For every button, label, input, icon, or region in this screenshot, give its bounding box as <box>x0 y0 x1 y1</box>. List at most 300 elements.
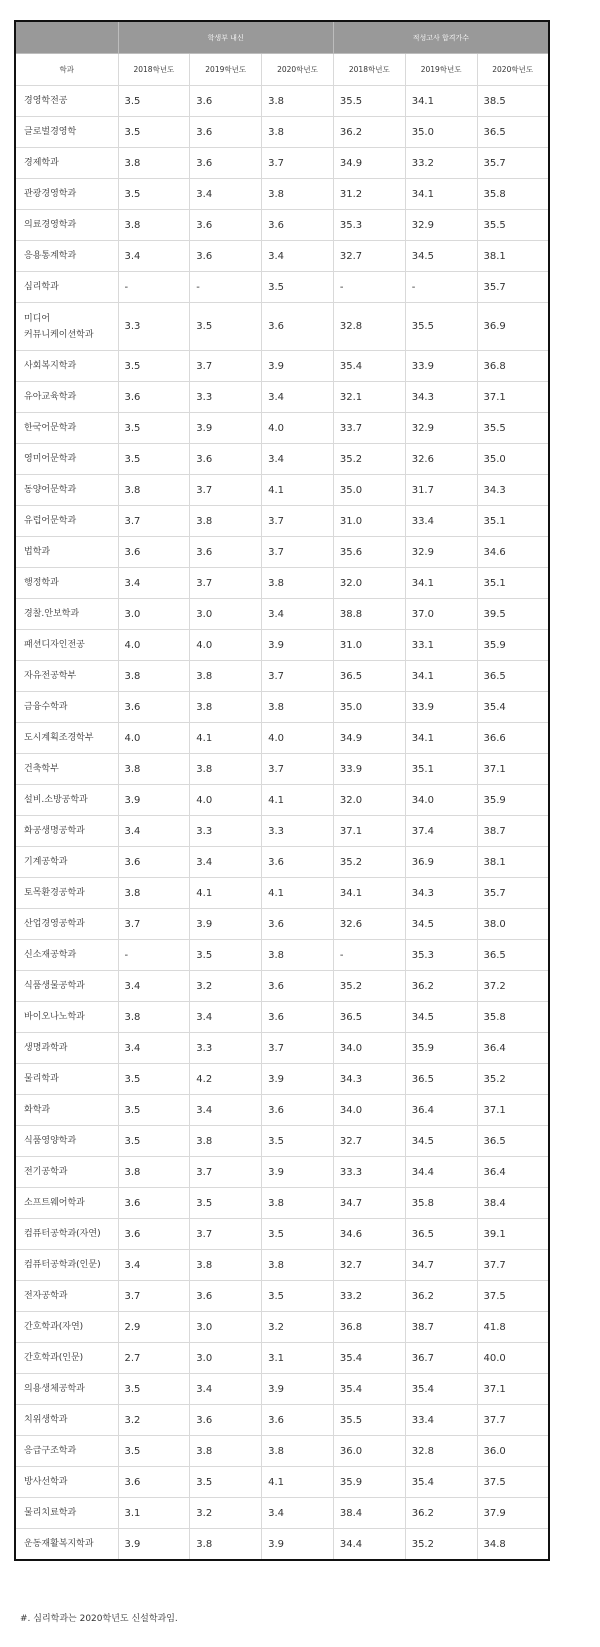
value-cell: 38.4 <box>477 1188 549 1219</box>
table-row <box>15 117 549 148</box>
value-cell: 3.9 <box>262 351 334 382</box>
dept-cell: 생명과학과 <box>15 1033 118 1064</box>
value-cell: 3.9 <box>262 1064 334 1095</box>
dept-cell: 식품영양학과 <box>15 1126 118 1157</box>
dept-cell: 화학과 <box>15 1095 118 1126</box>
value-cell: 3.6 <box>118 1219 190 1250</box>
value-cell: 34.5 <box>405 1002 477 1033</box>
value-cell: 36.2 <box>405 971 477 1002</box>
value-cell: 35.8 <box>405 1188 477 1219</box>
value-cell: 34.1 <box>405 723 477 754</box>
value-cell: 3.8 <box>118 754 190 785</box>
value-cell: 3.0 <box>190 1343 262 1374</box>
table-row <box>15 599 549 630</box>
value-cell: 37.5 <box>477 1467 549 1498</box>
dept-cell: 전자공학과 <box>15 1281 118 1312</box>
table-row <box>15 568 549 599</box>
table-row <box>15 1064 549 1095</box>
value-cell: 3.8 <box>190 1529 262 1561</box>
dept-cell: 컴퓨터공학과(자연) <box>15 1219 118 1250</box>
value-cell: 3.8 <box>118 661 190 692</box>
dept-cell: 컴퓨터공학과(인문) <box>15 1250 118 1281</box>
value-cell: 3.6 <box>118 382 190 413</box>
value-cell: 32.0 <box>333 568 405 599</box>
dept-cell: 미디어 커뮤니케이션학과 <box>15 303 118 351</box>
value-cell: 34.3 <box>405 382 477 413</box>
value-cell: 37.1 <box>333 816 405 847</box>
value-cell: 4.0 <box>190 630 262 661</box>
value-cell: 3.8 <box>118 210 190 241</box>
value-cell: 35.3 <box>333 210 405 241</box>
value-cell: 3.6 <box>118 847 190 878</box>
value-cell: 3.5 <box>190 1467 262 1498</box>
value-cell: 3.7 <box>118 909 190 940</box>
table-row <box>15 1281 549 1312</box>
value-cell: 35.1 <box>477 506 549 537</box>
dept-cell: 자유전공학부 <box>15 661 118 692</box>
table-row <box>15 661 549 692</box>
value-cell: 34.4 <box>333 1529 405 1561</box>
table-row <box>15 413 549 444</box>
value-cell: 3.6 <box>190 241 262 272</box>
value-cell: 38.4 <box>333 1498 405 1529</box>
value-cell: 31.2 <box>333 179 405 210</box>
value-cell: 3.8 <box>262 692 334 723</box>
table-row <box>15 1002 549 1033</box>
value-cell: 4.1 <box>190 878 262 909</box>
value-cell: 3.8 <box>190 1436 262 1467</box>
value-cell: 3.5 <box>118 1126 190 1157</box>
value-cell: 34.0 <box>333 1033 405 1064</box>
value-cell: 3.4 <box>262 1498 334 1529</box>
value-cell: 36.9 <box>405 847 477 878</box>
value-cell: 3.4 <box>118 568 190 599</box>
footnote: #. 심리학과는 2020학년도 신설학과임. <box>20 1614 178 1624</box>
dept-cell: 영미어문학과 <box>15 444 118 475</box>
value-cell: 3.6 <box>262 1405 334 1436</box>
value-cell: 3.8 <box>262 86 334 117</box>
dept-cell: 한국어문학과 <box>15 413 118 444</box>
value-cell: 35.5 <box>477 413 549 444</box>
value-cell: 36.5 <box>477 661 549 692</box>
value-cell: 35.5 <box>333 1405 405 1436</box>
group-header-empty <box>15 21 118 54</box>
table-row <box>15 148 549 179</box>
value-cell: 4.0 <box>118 723 190 754</box>
table-body <box>15 86 549 1561</box>
table-row <box>15 1343 549 1374</box>
value-cell: 33.9 <box>405 351 477 382</box>
year-header: 2018학년도 <box>333 54 405 86</box>
value-cell: 3.6 <box>190 444 262 475</box>
table-row <box>15 630 549 661</box>
dept-cell: 관광경영학과 <box>15 179 118 210</box>
value-cell: 35.4 <box>333 351 405 382</box>
dept-cell: 치위생학과 <box>15 1405 118 1436</box>
dept-cell: 패션디자인전공 <box>15 630 118 661</box>
value-cell: 3.8 <box>118 1002 190 1033</box>
value-cell: 32.9 <box>405 413 477 444</box>
value-cell: 32.1 <box>333 382 405 413</box>
table-row <box>15 723 549 754</box>
value-cell: 3.7 <box>190 1219 262 1250</box>
value-cell: 37.5 <box>477 1281 549 1312</box>
dept-cell: 바이오나노학과 <box>15 1002 118 1033</box>
table-row <box>15 241 549 272</box>
value-cell: 3.9 <box>118 785 190 816</box>
dept-cell: 기계공학과 <box>15 847 118 878</box>
value-cell: 36.5 <box>333 661 405 692</box>
value-cell: 3.4 <box>190 179 262 210</box>
value-cell: 36.9 <box>477 303 549 351</box>
dept-cell: 간호학과(자연) <box>15 1312 118 1343</box>
dept-cell: 도시계획조경학부 <box>15 723 118 754</box>
value-cell: 39.1 <box>477 1219 549 1250</box>
table-row <box>15 971 549 1002</box>
value-cell: 3.9 <box>262 1374 334 1405</box>
value-cell: 3.8 <box>118 148 190 179</box>
table-row <box>15 86 549 117</box>
dept-cell: 행정학과 <box>15 568 118 599</box>
value-cell: 35.4 <box>405 1467 477 1498</box>
dept-cell: 동양어문학과 <box>15 475 118 506</box>
value-cell: 38.5 <box>477 86 549 117</box>
dept-cell: 경영학전공 <box>15 86 118 117</box>
value-cell: 3.5 <box>262 272 334 303</box>
value-cell: 3.4 <box>118 1033 190 1064</box>
value-cell: - <box>405 272 477 303</box>
value-cell: 4.0 <box>262 723 334 754</box>
value-cell: 37.7 <box>477 1405 549 1436</box>
value-cell: 39.5 <box>477 599 549 630</box>
table-row <box>15 1312 549 1343</box>
value-cell: 35.9 <box>405 1033 477 1064</box>
value-cell: 3.6 <box>118 1188 190 1219</box>
table-row <box>15 1529 549 1561</box>
value-cell: 4.1 <box>190 723 262 754</box>
value-cell: 3.6 <box>262 847 334 878</box>
value-cell: 3.4 <box>262 241 334 272</box>
value-cell: 3.9 <box>190 909 262 940</box>
value-cell: 33.4 <box>405 1405 477 1436</box>
table-row <box>15 179 549 210</box>
value-cell: 37.1 <box>477 754 549 785</box>
value-cell: 4.1 <box>262 878 334 909</box>
dept-cell: 신소재공학과 <box>15 940 118 971</box>
value-cell: 3.6 <box>190 210 262 241</box>
value-cell: 35.2 <box>333 971 405 1002</box>
value-cell: 3.5 <box>118 1064 190 1095</box>
value-cell: 3.0 <box>190 599 262 630</box>
value-cell: 3.5 <box>118 351 190 382</box>
value-cell: 3.4 <box>190 1374 262 1405</box>
value-cell: 31.0 <box>333 630 405 661</box>
value-cell: 35.9 <box>477 785 549 816</box>
value-cell: 3.7 <box>118 1281 190 1312</box>
value-cell: 35.2 <box>477 1064 549 1095</box>
value-cell: 3.1 <box>118 1498 190 1529</box>
value-cell: 34.0 <box>405 785 477 816</box>
value-cell: 35.0 <box>333 692 405 723</box>
value-cell: 35.4 <box>405 1374 477 1405</box>
value-cell: 4.0 <box>118 630 190 661</box>
value-cell: 36.0 <box>477 1436 549 1467</box>
dept-cell: 사회복지학과 <box>15 351 118 382</box>
value-cell: 35.7 <box>477 148 549 179</box>
value-cell: 3.3 <box>118 303 190 351</box>
value-cell: 3.8 <box>262 179 334 210</box>
value-cell: 34.7 <box>405 1250 477 1281</box>
value-cell: 3.6 <box>262 909 334 940</box>
value-cell: 33.9 <box>405 692 477 723</box>
value-cell: 34.1 <box>405 179 477 210</box>
value-cell: 3.7 <box>262 506 334 537</box>
value-cell: 3.2 <box>190 971 262 1002</box>
value-cell: 34.8 <box>477 1529 549 1561</box>
value-cell: 3.5 <box>262 1281 334 1312</box>
value-cell: 34.0 <box>333 1095 405 1126</box>
value-cell: 3.5 <box>190 1188 262 1219</box>
table-row <box>15 1467 549 1498</box>
value-cell: 3.5 <box>190 940 262 971</box>
value-cell: 36.5 <box>477 940 549 971</box>
dept-cell: 법학과 <box>15 537 118 568</box>
value-cell: 3.6 <box>262 210 334 241</box>
dept-cell: 물리치료학과 <box>15 1498 118 1529</box>
value-cell: 35.5 <box>405 303 477 351</box>
year-header: 2018학년도 <box>118 54 190 86</box>
value-cell: 35.8 <box>477 179 549 210</box>
value-cell: 3.4 <box>262 382 334 413</box>
table-row <box>15 303 549 351</box>
value-cell: 3.8 <box>190 1250 262 1281</box>
value-cell: 35.7 <box>477 878 549 909</box>
table-row <box>15 210 549 241</box>
table-row <box>15 1374 549 1405</box>
value-cell: 33.7 <box>333 413 405 444</box>
value-cell: 3.3 <box>190 1033 262 1064</box>
value-cell: 3.4 <box>262 599 334 630</box>
value-cell: 3.9 <box>118 1529 190 1561</box>
value-cell: 34.5 <box>405 241 477 272</box>
value-cell: 3.4 <box>118 971 190 1002</box>
table-row <box>15 1188 549 1219</box>
value-cell: 32.7 <box>333 241 405 272</box>
value-cell: 3.4 <box>190 1095 262 1126</box>
dept-cell: 글로벌경영학 <box>15 117 118 148</box>
value-cell: 3.8 <box>262 940 334 971</box>
table-row <box>15 754 549 785</box>
value-cell: 3.3 <box>262 816 334 847</box>
value-cell: 3.9 <box>190 413 262 444</box>
dept-cell: 건축학부 <box>15 754 118 785</box>
value-cell: 3.5 <box>118 1095 190 1126</box>
value-cell: 3.6 <box>262 1002 334 1033</box>
dept-cell: 화공생명공학과 <box>15 816 118 847</box>
value-cell: 34.3 <box>477 475 549 506</box>
value-cell: 32.7 <box>333 1250 405 1281</box>
value-cell: 3.4 <box>190 847 262 878</box>
table-row <box>15 1436 549 1467</box>
value-cell: 35.0 <box>333 475 405 506</box>
value-cell: 37.9 <box>477 1498 549 1529</box>
value-cell: 3.4 <box>118 241 190 272</box>
table-row <box>15 1033 549 1064</box>
value-cell: 32.8 <box>405 1436 477 1467</box>
dept-cell: 의용생체공학과 <box>15 1374 118 1405</box>
value-cell: 3.8 <box>190 692 262 723</box>
table-row <box>15 1219 549 1250</box>
dept-cell: 설비.소방공학과 <box>15 785 118 816</box>
value-cell: 35.0 <box>477 444 549 475</box>
value-cell: 3.7 <box>262 754 334 785</box>
value-cell: 3.4 <box>262 444 334 475</box>
value-cell: 34.7 <box>333 1188 405 1219</box>
value-cell: 34.6 <box>477 537 549 568</box>
value-cell: 35.3 <box>405 940 477 971</box>
table-row <box>15 272 549 303</box>
value-cell: 35.5 <box>477 210 549 241</box>
value-cell: 3.8 <box>190 1126 262 1157</box>
value-cell: 33.1 <box>405 630 477 661</box>
value-cell: 35.4 <box>333 1343 405 1374</box>
value-cell: 34.3 <box>333 1064 405 1095</box>
table-row <box>15 1126 549 1157</box>
value-cell: 35.6 <box>333 537 405 568</box>
value-cell: 35.4 <box>333 1374 405 1405</box>
value-cell: 3.7 <box>262 537 334 568</box>
value-cell: 3.7 <box>262 1033 334 1064</box>
value-cell: 3.5 <box>118 413 190 444</box>
table-row <box>15 816 549 847</box>
value-cell: 35.9 <box>333 1467 405 1498</box>
value-cell: 34.1 <box>333 878 405 909</box>
value-cell: 3.5 <box>262 1219 334 1250</box>
dept-cell: 방사선학과 <box>15 1467 118 1498</box>
value-cell: 37.1 <box>477 1095 549 1126</box>
dept-cell: 경제학과 <box>15 148 118 179</box>
table-row <box>15 1405 549 1436</box>
value-cell: 3.5 <box>118 86 190 117</box>
value-cell: 32.9 <box>405 537 477 568</box>
value-cell: 3.5 <box>118 179 190 210</box>
value-cell: 36.5 <box>405 1064 477 1095</box>
year-header: 2019학년도 <box>405 54 477 86</box>
value-cell: 3.2 <box>262 1312 334 1343</box>
value-cell: 3.8 <box>190 754 262 785</box>
value-cell: 3.0 <box>118 599 190 630</box>
value-cell: 31.7 <box>405 475 477 506</box>
value-cell: 4.0 <box>262 413 334 444</box>
value-cell: 3.6 <box>118 537 190 568</box>
value-cell: 3.9 <box>262 630 334 661</box>
dept-cell: 산업경영공학과 <box>15 909 118 940</box>
value-cell: 4.2 <box>190 1064 262 1095</box>
value-cell: 35.5 <box>333 86 405 117</box>
value-cell: 36.2 <box>405 1498 477 1529</box>
value-cell: 3.5 <box>262 1126 334 1157</box>
value-cell: 3.7 <box>190 1157 262 1188</box>
value-cell: 35.0 <box>405 117 477 148</box>
value-cell: 3.9 <box>262 1157 334 1188</box>
value-cell: 38.1 <box>477 847 549 878</box>
value-cell: 3.4 <box>190 1002 262 1033</box>
value-cell: 36.8 <box>477 351 549 382</box>
value-cell: 34.1 <box>405 661 477 692</box>
dept-cell: 유아교육학과 <box>15 382 118 413</box>
value-cell: 3.0 <box>190 1312 262 1343</box>
admission-score-table <box>14 20 550 1561</box>
table-row <box>15 909 549 940</box>
group-header-row <box>15 21 549 54</box>
value-cell: 3.6 <box>190 537 262 568</box>
value-cell: 34.5 <box>405 1126 477 1157</box>
value-cell: 37.1 <box>477 382 549 413</box>
dept-cell: 토목환경공학과 <box>15 878 118 909</box>
value-cell: 3.1 <box>262 1343 334 1374</box>
value-cell: 3.8 <box>118 1157 190 1188</box>
value-cell: 34.1 <box>405 568 477 599</box>
value-cell: 36.5 <box>477 117 549 148</box>
value-cell: 35.1 <box>477 568 549 599</box>
table-row <box>15 1095 549 1126</box>
table-row <box>15 382 549 413</box>
value-cell: 34.9 <box>333 148 405 179</box>
value-cell: 3.6 <box>190 117 262 148</box>
value-cell: 35.1 <box>405 754 477 785</box>
value-cell: 36.7 <box>405 1343 477 1374</box>
table-row <box>15 785 549 816</box>
value-cell: 3.8 <box>262 1188 334 1219</box>
value-cell: 35.2 <box>333 847 405 878</box>
value-cell: 35.2 <box>333 444 405 475</box>
table-row <box>15 506 549 537</box>
value-cell: 37.2 <box>477 971 549 1002</box>
year-header: 2020학년도 <box>262 54 334 86</box>
value-cell: 3.3 <box>190 816 262 847</box>
value-cell: 36.4 <box>477 1033 549 1064</box>
value-cell: 38.7 <box>405 1312 477 1343</box>
value-cell: 34.1 <box>405 86 477 117</box>
value-cell: - <box>190 272 262 303</box>
value-cell: 35.4 <box>477 692 549 723</box>
value-cell: 3.2 <box>118 1405 190 1436</box>
value-cell: 3.6 <box>190 1281 262 1312</box>
value-cell: 32.9 <box>405 210 477 241</box>
value-cell: 37.4 <box>405 816 477 847</box>
value-cell: 34.6 <box>333 1219 405 1250</box>
dept-cell: 간호학과(인문) <box>15 1343 118 1374</box>
value-cell: 31.0 <box>333 506 405 537</box>
group-header-aptitude-test: 적성고사 합격가수 <box>333 21 548 54</box>
value-cell: 38.8 <box>333 599 405 630</box>
value-cell: 3.7 <box>262 148 334 179</box>
table-row <box>15 475 549 506</box>
value-cell: 4.1 <box>262 475 334 506</box>
value-cell: 3.7 <box>190 351 262 382</box>
table-row <box>15 351 549 382</box>
value-cell: 3.8 <box>118 475 190 506</box>
value-cell: 3.6 <box>118 692 190 723</box>
value-cell: - <box>333 940 405 971</box>
value-cell: 3.8 <box>262 568 334 599</box>
value-cell: 34.5 <box>405 909 477 940</box>
value-cell: 4.1 <box>262 785 334 816</box>
value-cell: 33.2 <box>405 148 477 179</box>
value-cell: 38.0 <box>477 909 549 940</box>
value-cell: 36.2 <box>333 117 405 148</box>
value-cell: 3.8 <box>118 878 190 909</box>
